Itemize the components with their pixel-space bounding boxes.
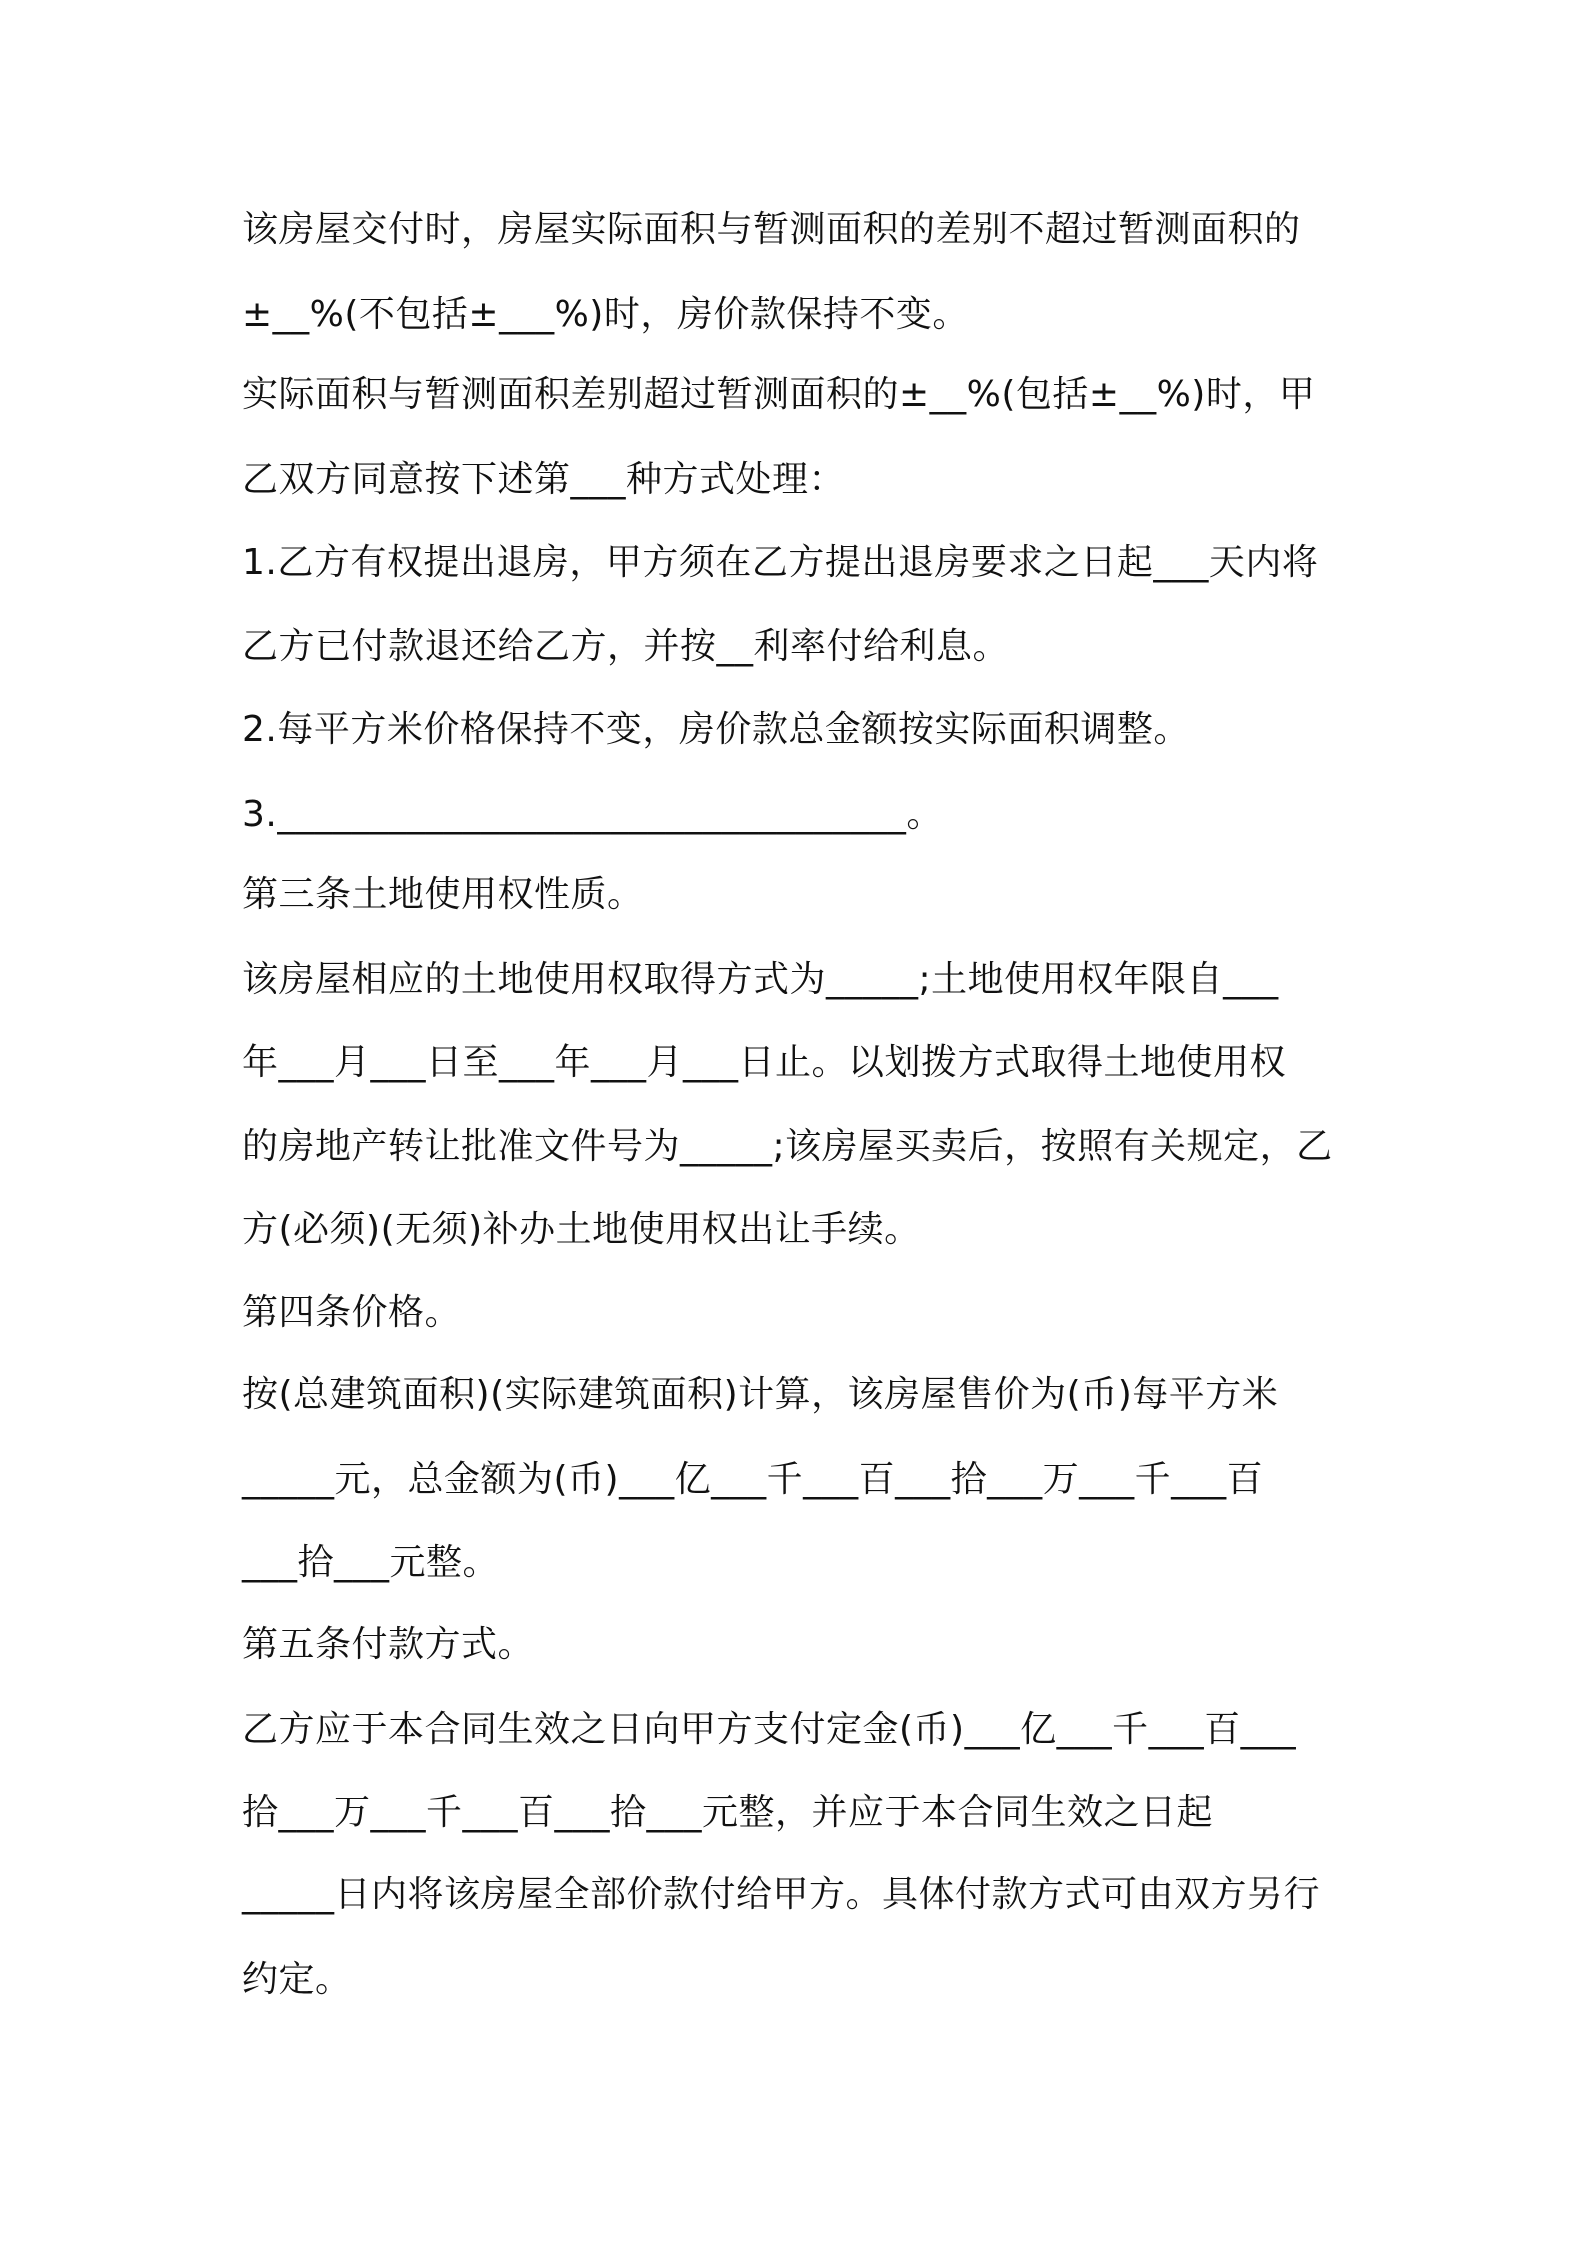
paragraph-line: 方(必须)(无须)补办土地使用权出让手续。 (242, 1209, 921, 1250)
paragraph-line: _____元，总金额为(币)___亿___千___百___拾___万___千___百 (242, 1459, 1264, 1500)
paragraph-line: ±__%(不包括±___%)时，房价款保持不变。 (242, 294, 969, 335)
paragraph-line: 1.乙方有权提出退房，甲方须在乙方提出退房要求之日起___天内将 (242, 542, 1319, 583)
paragraph-line: 乙双方同意按下述第___种方式处理： (242, 459, 846, 500)
paragraph-line: ___拾___元整。 (242, 1542, 500, 1583)
paragraph-line: 乙方应于本合同生效之日向甲方支付定金(币)___亿___千___百___ (242, 1709, 1297, 1750)
paragraph-line: 该房屋相应的土地使用权取得方式为_____;土地使用权年限自___ (242, 959, 1279, 1000)
section-heading: 第五条付款方式。 (242, 1624, 535, 1665)
paragraph-line: 实际面积与暂测面积差别超过暂测面积的±__%(包括±__%)时，甲 (242, 374, 1316, 415)
section-heading: 第三条土地使用权性质。 (242, 874, 644, 915)
paragraph-line: 约定。 (242, 1959, 352, 2000)
paragraph-line: 拾___万___千___百___拾___元整，并应于本合同生效之日起 (242, 1792, 1214, 1833)
paragraph-line: _____日内将该房屋全部价款付给甲方。具体付款方式可由双方另行 (242, 1874, 1321, 1915)
paragraph-line: 乙方已付款退还给乙方，并按__利率付给利息。 (242, 626, 1010, 667)
paragraph-line: 2.每平方米价格保持不变，房价款总金额按实际面积调整。 (242, 709, 1190, 750)
paragraph-line: 的房地产转让批准文件号为_____;该房屋买卖后，按照有关规定，乙 (242, 1126, 1333, 1167)
section-heading: 第四条价格。 (242, 1292, 462, 1333)
paragraph-line: 3.__________________________________。 (242, 794, 943, 835)
paragraph-line: 按(总建筑面积)(实际建筑面积)计算，该房屋售价为(币)每平方米 (242, 1374, 1279, 1415)
paragraph-line: 该房屋交付时，房屋实际面积与暂测面积的差别不超过暂测面积的 (242, 209, 1301, 250)
paragraph-line: 年___月___日至___年___月___日止。以划拨方式取得土地使用权 (242, 1042, 1287, 1083)
